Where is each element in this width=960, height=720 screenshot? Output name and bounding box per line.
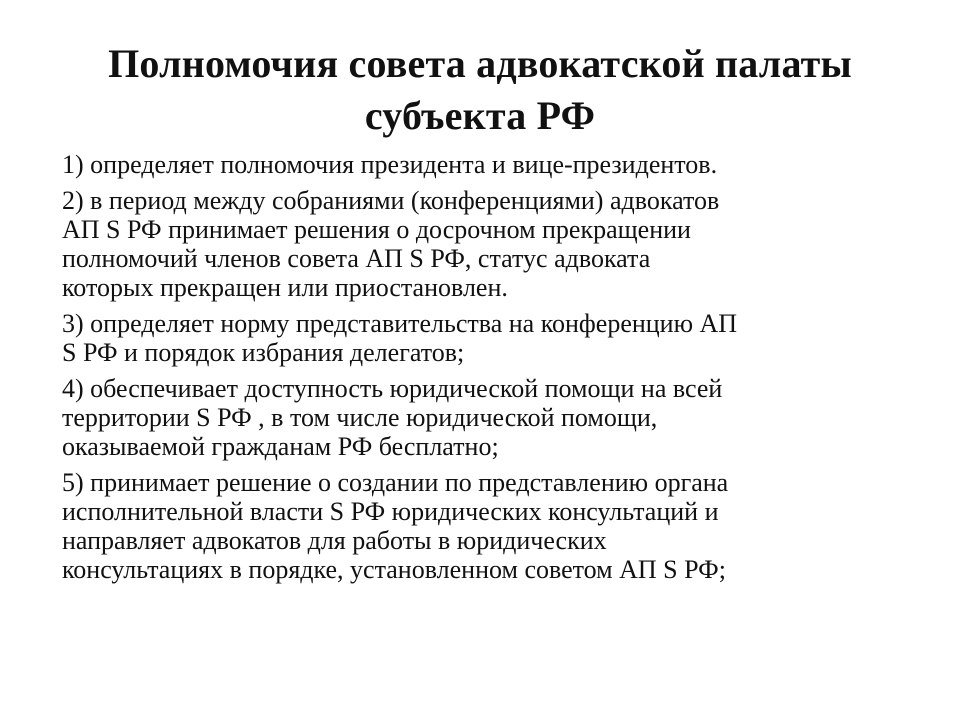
list-item-1-line-1: 1) определяет полномочия президента и вице-президентов. [62,150,718,179]
list-item-4 [62,374,902,461]
list-item-4-line-3: оказываемой гражданам РФ бесплатно; [62,432,499,461]
list-item-2-line-3: полномочий членов совета АП S РФ, статус адвоката [62,244,651,273]
list-item-5-line-2: исполнительной власти S РФ юридических консультаций и [62,497,719,526]
list-item-5 [62,468,902,584]
slide-title-line-1: Полномочия совета адвокатской палаты [108,41,852,86]
list-item-2-line-1: 2) в период между собраниями (конференциями) адвокатов [62,186,720,215]
list-item-2 [62,186,902,302]
slide-title [60,38,900,142]
list-item-5-line-1: 5) принимает решение о создании по представлению органа [62,468,729,497]
list-item-3 [62,309,902,367]
list-item-3-line-2: S РФ и порядок избрания делегатов; [62,338,465,367]
powers-list [62,150,902,591]
list-item-5-line-4: консультациях в порядке, установленном советом АП S РФ; [62,555,726,584]
list-item-2-line-4: которых прекращен или приостановлен. [62,273,508,302]
slide-title-line-2: субъекта РФ [364,93,596,138]
list-item-2-line-2: АП S РФ принимает решения о досрочном прекращении [62,215,691,244]
list-item-4-line-2: территории S РФ , в том числе юридической помощи, [62,403,658,432]
list-item-1 [62,150,902,179]
list-item-4-line-1: 4) обеспечивает доступность юридической помощи на всей [62,374,723,403]
list-item-3-line-1: 3) определяет норму представительства на конференцию АП [62,309,738,338]
list-item-5-line-3: направляет адвокатов для работы в юридических [62,526,607,555]
